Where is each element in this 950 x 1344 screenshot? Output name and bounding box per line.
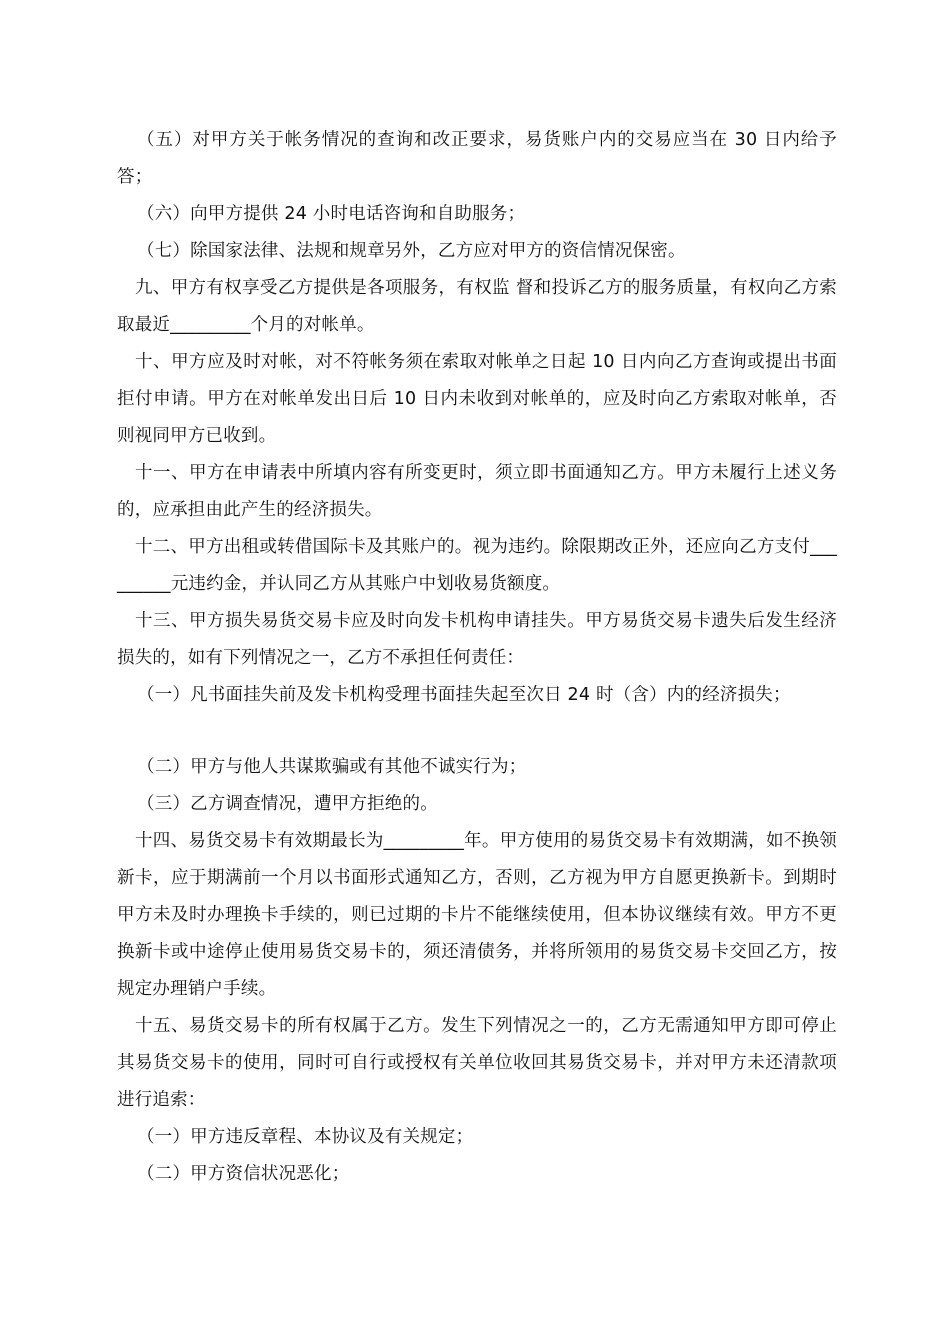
clause-8-item-5: （五）对甲方关于帐务情况的查询和改正要求，易货账户内的交易应当在 30 日内给予答； bbox=[117, 130, 837, 187]
clause-14: 十四、易货交易卡有效期最长为_________年。甲方使用的易货交易卡有效期满，如不换领新卡，应于期满前一个月以书面形式通知乙方，否则，乙方视为甲方自愿更换新卡。到期时甲方未及时办理换卡手续的，则已过期的卡片不能继续使用，但本协议继续有效。甲方不更换新卡或中途停止使用易货交易卡的，须还清债务，并将所领用的易货交易卡交回乙方，按规定办理销户手续。 bbox=[117, 831, 837, 999]
clause-9: 九、甲方有权享受乙方提供是各项服务，有权监 督和投诉乙方的服务质量，有权向乙方索取最近_________个月的对帐单。 bbox=[117, 278, 837, 335]
blank-line bbox=[117, 714, 837, 749]
clause-8-item-6: （六）向甲方提供 24 小时电话咨询和自助服务； bbox=[137, 204, 526, 224]
clause-12: 十二、甲方出租或转借国际卡及其账户的。视为违约。除限期改正外，还应向乙方支付_________元违约金，并认同乙方从其账户中划收易货额度。 bbox=[117, 537, 837, 594]
clause-15: 十五、易货交易卡的所有权属于乙方。发生下列情况之一的，乙方无需通知甲方即可停止其易货交易卡的使用，同时可自行或授权有关单位收回其易货交易卡，并对甲方未还清款项进行追索： bbox=[117, 1016, 837, 1110]
clause-11: 十一、甲方在申请表中所填内容有所变更时，须立即书面通知乙方。甲方未履行上述义务的，应承担由此产生的经济损失。 bbox=[117, 463, 837, 520]
clause-13-item-2: （二）甲方与他人共谋欺骗或有其他不诚实行为； bbox=[137, 757, 527, 777]
clause-13: 十三、甲方损失易货交易卡应及时向发卡机构申请挂失。甲方易货交易卡遗失后发生经济损失的，如有下列情况之一，乙方不承担任何责任： bbox=[117, 611, 837, 668]
clause-10: 十、甲方应及时对帐，对不符帐务须在索取对帐单之日起 10 日内向乙方查询或提出书面拒付申请。甲方在对帐单发出日后 10 日内未收到对帐单的，应及时向乙方索取对帐单，否则视同甲方已收到。 bbox=[117, 352, 837, 446]
clause-15-item-2: （二）甲方资信状况恶化； bbox=[137, 1164, 350, 1184]
clause-13-item-3: （三）乙方调查情况，遭甲方拒绝的。 bbox=[137, 794, 438, 814]
clause-15-item-1: （一）甲方违反章程、本协议及有关规定； bbox=[137, 1127, 474, 1147]
clause-13-item-1: （一）凡书面挂失前及发卡机构受理书面挂失起至次日 24 时（含）内的经济损失； bbox=[137, 685, 791, 705]
clause-8-item-7: （七）除国家法律、法规和规章另外，乙方应对甲方的资信情况保密。 bbox=[137, 241, 686, 261]
document-body bbox=[117, 122, 837, 1193]
